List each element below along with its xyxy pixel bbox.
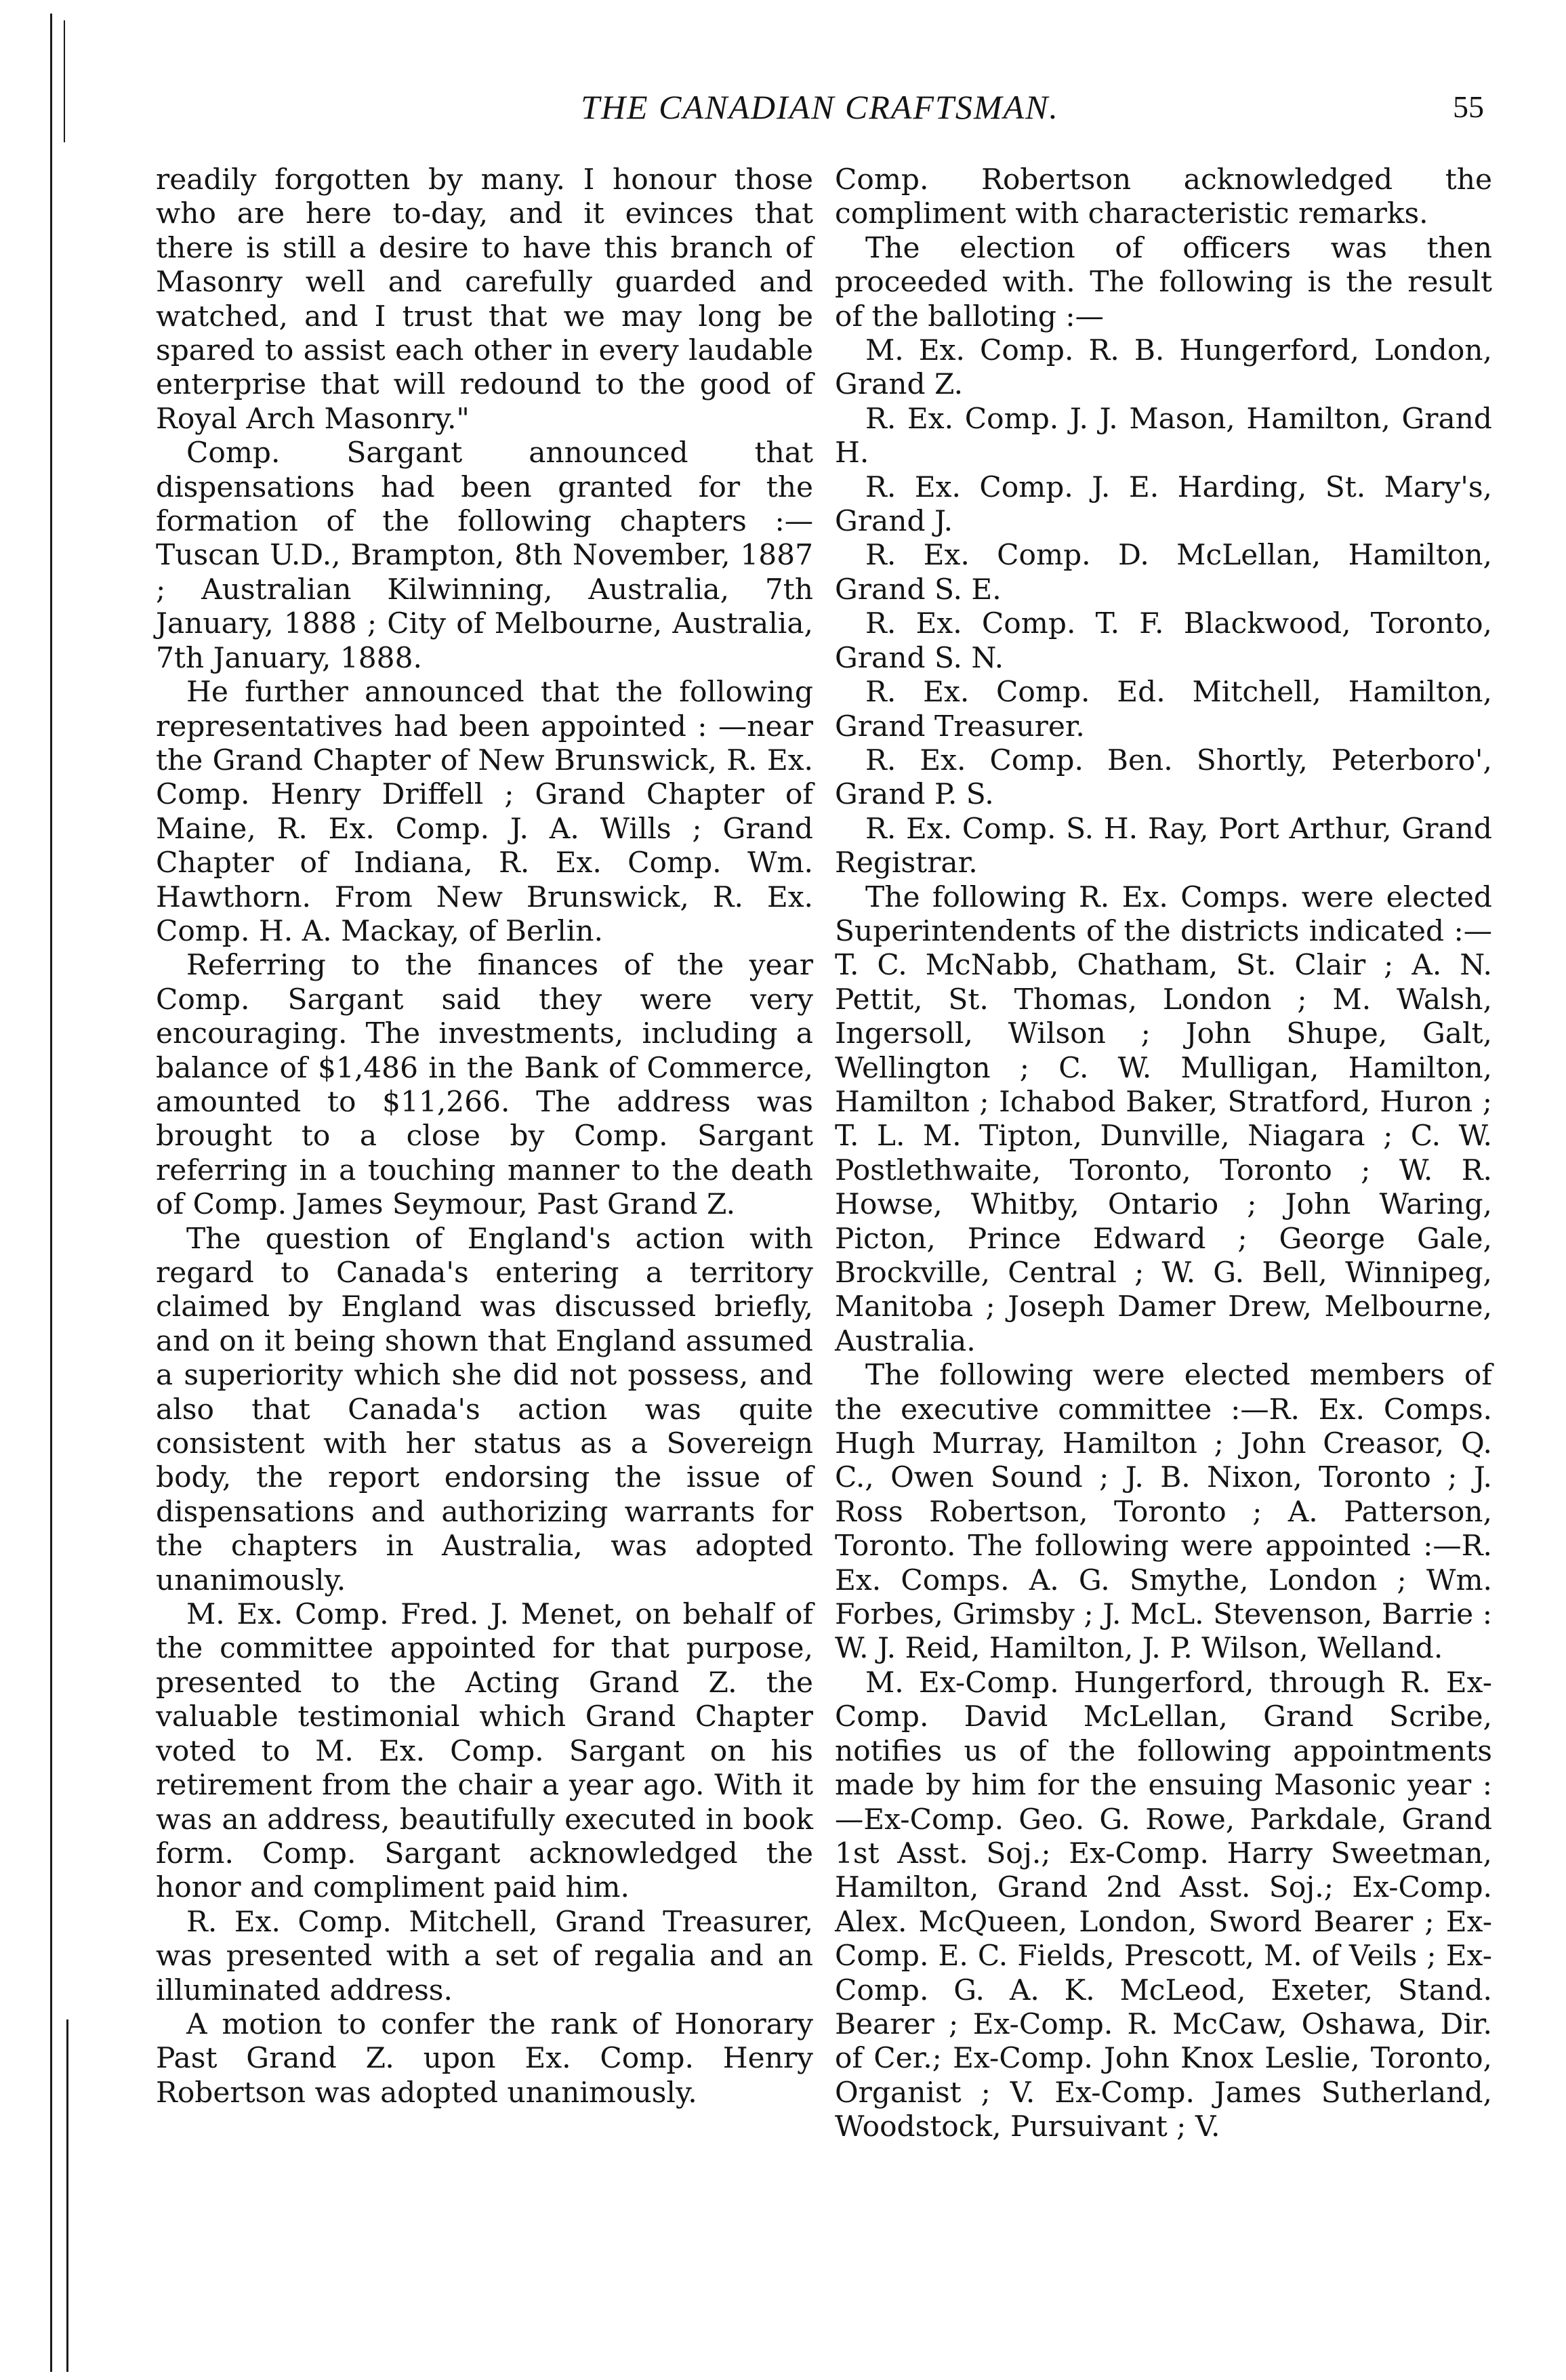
officer-entry: R. Ex. Comp. Ed. Mitchell, Hamilton, Grand Treasurer. [835, 675, 1492, 743]
paragraph: The question of England's action with regard to Canada's entering a territory claimed by England was discussed briefly, and on it being shown that England assumed a superiority which she did not possess, and also that Canada's action was quite consistent with her status as a Sovereign body, the report endorsing the issue of dispensations and authorizing warrants for the chapters in Australia, was adopted unanimously. [156, 1221, 813, 1597]
paragraph: A motion to confer the rank of Honorary Past Grand Z. upon Ex. Comp. Henry Robertson was adopted unanimously. [156, 2007, 813, 2109]
paragraph: He further announced that the following representatives had been appointed : —near the Grand Chapter of New Brunswick, R. Ex. Comp. Henry Driffell ; Grand Chapter of Maine, R. Ex. Comp. J. A. Wills ; Grand Chapter of Indiana, R. Ex. Comp. Wm. Hawthorn. From New Brunswick, R. Ex. Comp. H. A. Mackay, of Berlin. [156, 675, 813, 947]
binding-edge-line [50, 14, 52, 2372]
paragraph: M. Ex-Comp. Hungerford, through R. Ex-Comp. David McLellan, Grand Scribe, notifies us of the following appointments made by him for the ensuing Masonic year :—Ex-Comp. Geo. G. Rowe, Parkdale, Grand 1st Asst. Soj.; Ex-Comp. Harry Sweetman, Hamilton, Grand 2nd Asst. Soj.; Ex-Comp. Alex. McQueen, London, Sword Bearer ; Ex-Comp. E. C. Fields, Prescott, M. of Veils ; Ex-Comp. G. A. K. McLeod, Exeter, Stand. Bearer ; Ex-Comp. R. McCaw, Oshawa, Dir. of Cer.; Ex-Comp. John Knox Leslie, Toronto, Organist ; V. Ex-Comp. James Sutherland, Woodstock, Pursuivant ; V. [835, 1665, 1492, 2143]
paragraph: M. Ex. Comp. Fred. J. Menet, on behalf of the committee appointed for that purpose, presented to the Acting Grand Z. the valuable testimonial which Grand Chapter voted to M. Ex. Comp. Sargant on his retirement from the chair a year ago. With it was an address, beautifully executed in book form. Comp. Sargant acknowledged the honor and compliment paid him. [156, 1597, 813, 1904]
paragraph: Comp. Sargant announced that dispensations had been granted for the formation of the following chapters :—Tuscan U.D., Brampton, 8th November, 1887 ; Australian Kilwinning, Australia, 7th January, 1888 ; City of Melbourne, Australia, 7th January, 1888. [156, 436, 813, 674]
officer-entry: R. Ex. Comp. S. H. Ray, Port Arthur, Grand Registrar. [835, 811, 1492, 880]
running-title: THE CANADIAN CRAFTSMAN. [581, 88, 1059, 126]
paragraph: The election of officers was then proceeded with. The following is the result of the balloting :— [835, 230, 1492, 333]
paragraph: The following were elected members of the executive committee :—R. Ex. Comps. Hugh Murray, Hamilton ; John Creasor, Q. C., Owen Sound ; J. B. Nixon, Toronto ; J. Ross Robertson, Toronto ; A. Patterson, Toronto. The following were appointed :—R. Ex. Comps. A. G. Smythe, London ; Wm. Forbes, Grimsby ; J. McL. Stevenson, Barrie : W. J. Reid, Hamilton, J. P. Wilson, Welland. [835, 1358, 1492, 1665]
paragraph: R. Ex. Comp. Mitchell, Grand Treasurer, was presented with a set of regalia and an illuminated address. [156, 1904, 813, 2007]
officer-entry: R. Ex. Comp. D. McLellan, Hamilton, Grand S. E. [835, 538, 1492, 606]
right-column [835, 163, 1492, 2144]
officer-entry: M. Ex. Comp. R. B. Hungerford, London, Grand Z. [835, 333, 1492, 401]
paragraph: Referring to the finances of the year Comp. Sargant said they were very encouraging. The investments, including a balance of $1,486 in the Bank of Commerce, amounted to $11,266. The address was brought to a close by Comp. Sargant referring in a touching manner to the death of Comp. James Seymour, Past Grand Z. [156, 948, 813, 1221]
paragraph: The following R. Ex. Comps. were elected Superintendents of the districts indicated :—T. C. McNabb, Chatham, St. Clair ; A. N. Pettit, St. Thomas, London ; M. Walsh, Ingersoll, Wilson ; John Shupe, Galt, Wellington ; C. W. Mulligan, Hamilton, Hamilton ; Ichabod Baker, Stratford, Huron ; T. L. M. Tipton, Dunville, Niagara ; C. W. Postlethwaite, Toronto, Toronto ; W. R. Howse, Whitby, Ontario ; John Waring, Picton, Prince Edward ; George Gale, Brockville, Central ; W. G. Bell, Winnipeg, Manitoba ; Joseph Damer Drew, Melbourne, Australia. [835, 880, 1492, 1357]
page-header [156, 80, 1484, 134]
page-number: 55 [1453, 89, 1484, 124]
binding-edge-line-lower [66, 2019, 68, 2372]
officer-entry: R. Ex. Comp. J. E. Harding, St. Mary's, Grand J. [835, 470, 1492, 538]
officer-entry: R. Ex. Comp. J. J. Mason, Hamilton, Grand H. [835, 401, 1492, 470]
paragraph: Comp. Robertson acknowledged the compliment with characteristic remarks. [835, 163, 1492, 230]
left-column [156, 163, 813, 2110]
binding-edge-line-inner [64, 20, 65, 142]
officer-entry: R. Ex. Comp. Ben. Shortly, Peterboro', Grand P. S. [835, 743, 1492, 811]
officer-entry: R. Ex. Comp. T. F. Blackwood, Toronto, Grand S. N. [835, 607, 1492, 674]
paragraph: readily forgotten by many. I honour those who are here to-day, and it evinces that there is still a desire to have this branch of Masonry well and carefully guarded and watched, and I trust that we may long be spared to assist each other in every laudable enterprise that will redound to the good of Royal Arch Masonry." [156, 163, 813, 435]
